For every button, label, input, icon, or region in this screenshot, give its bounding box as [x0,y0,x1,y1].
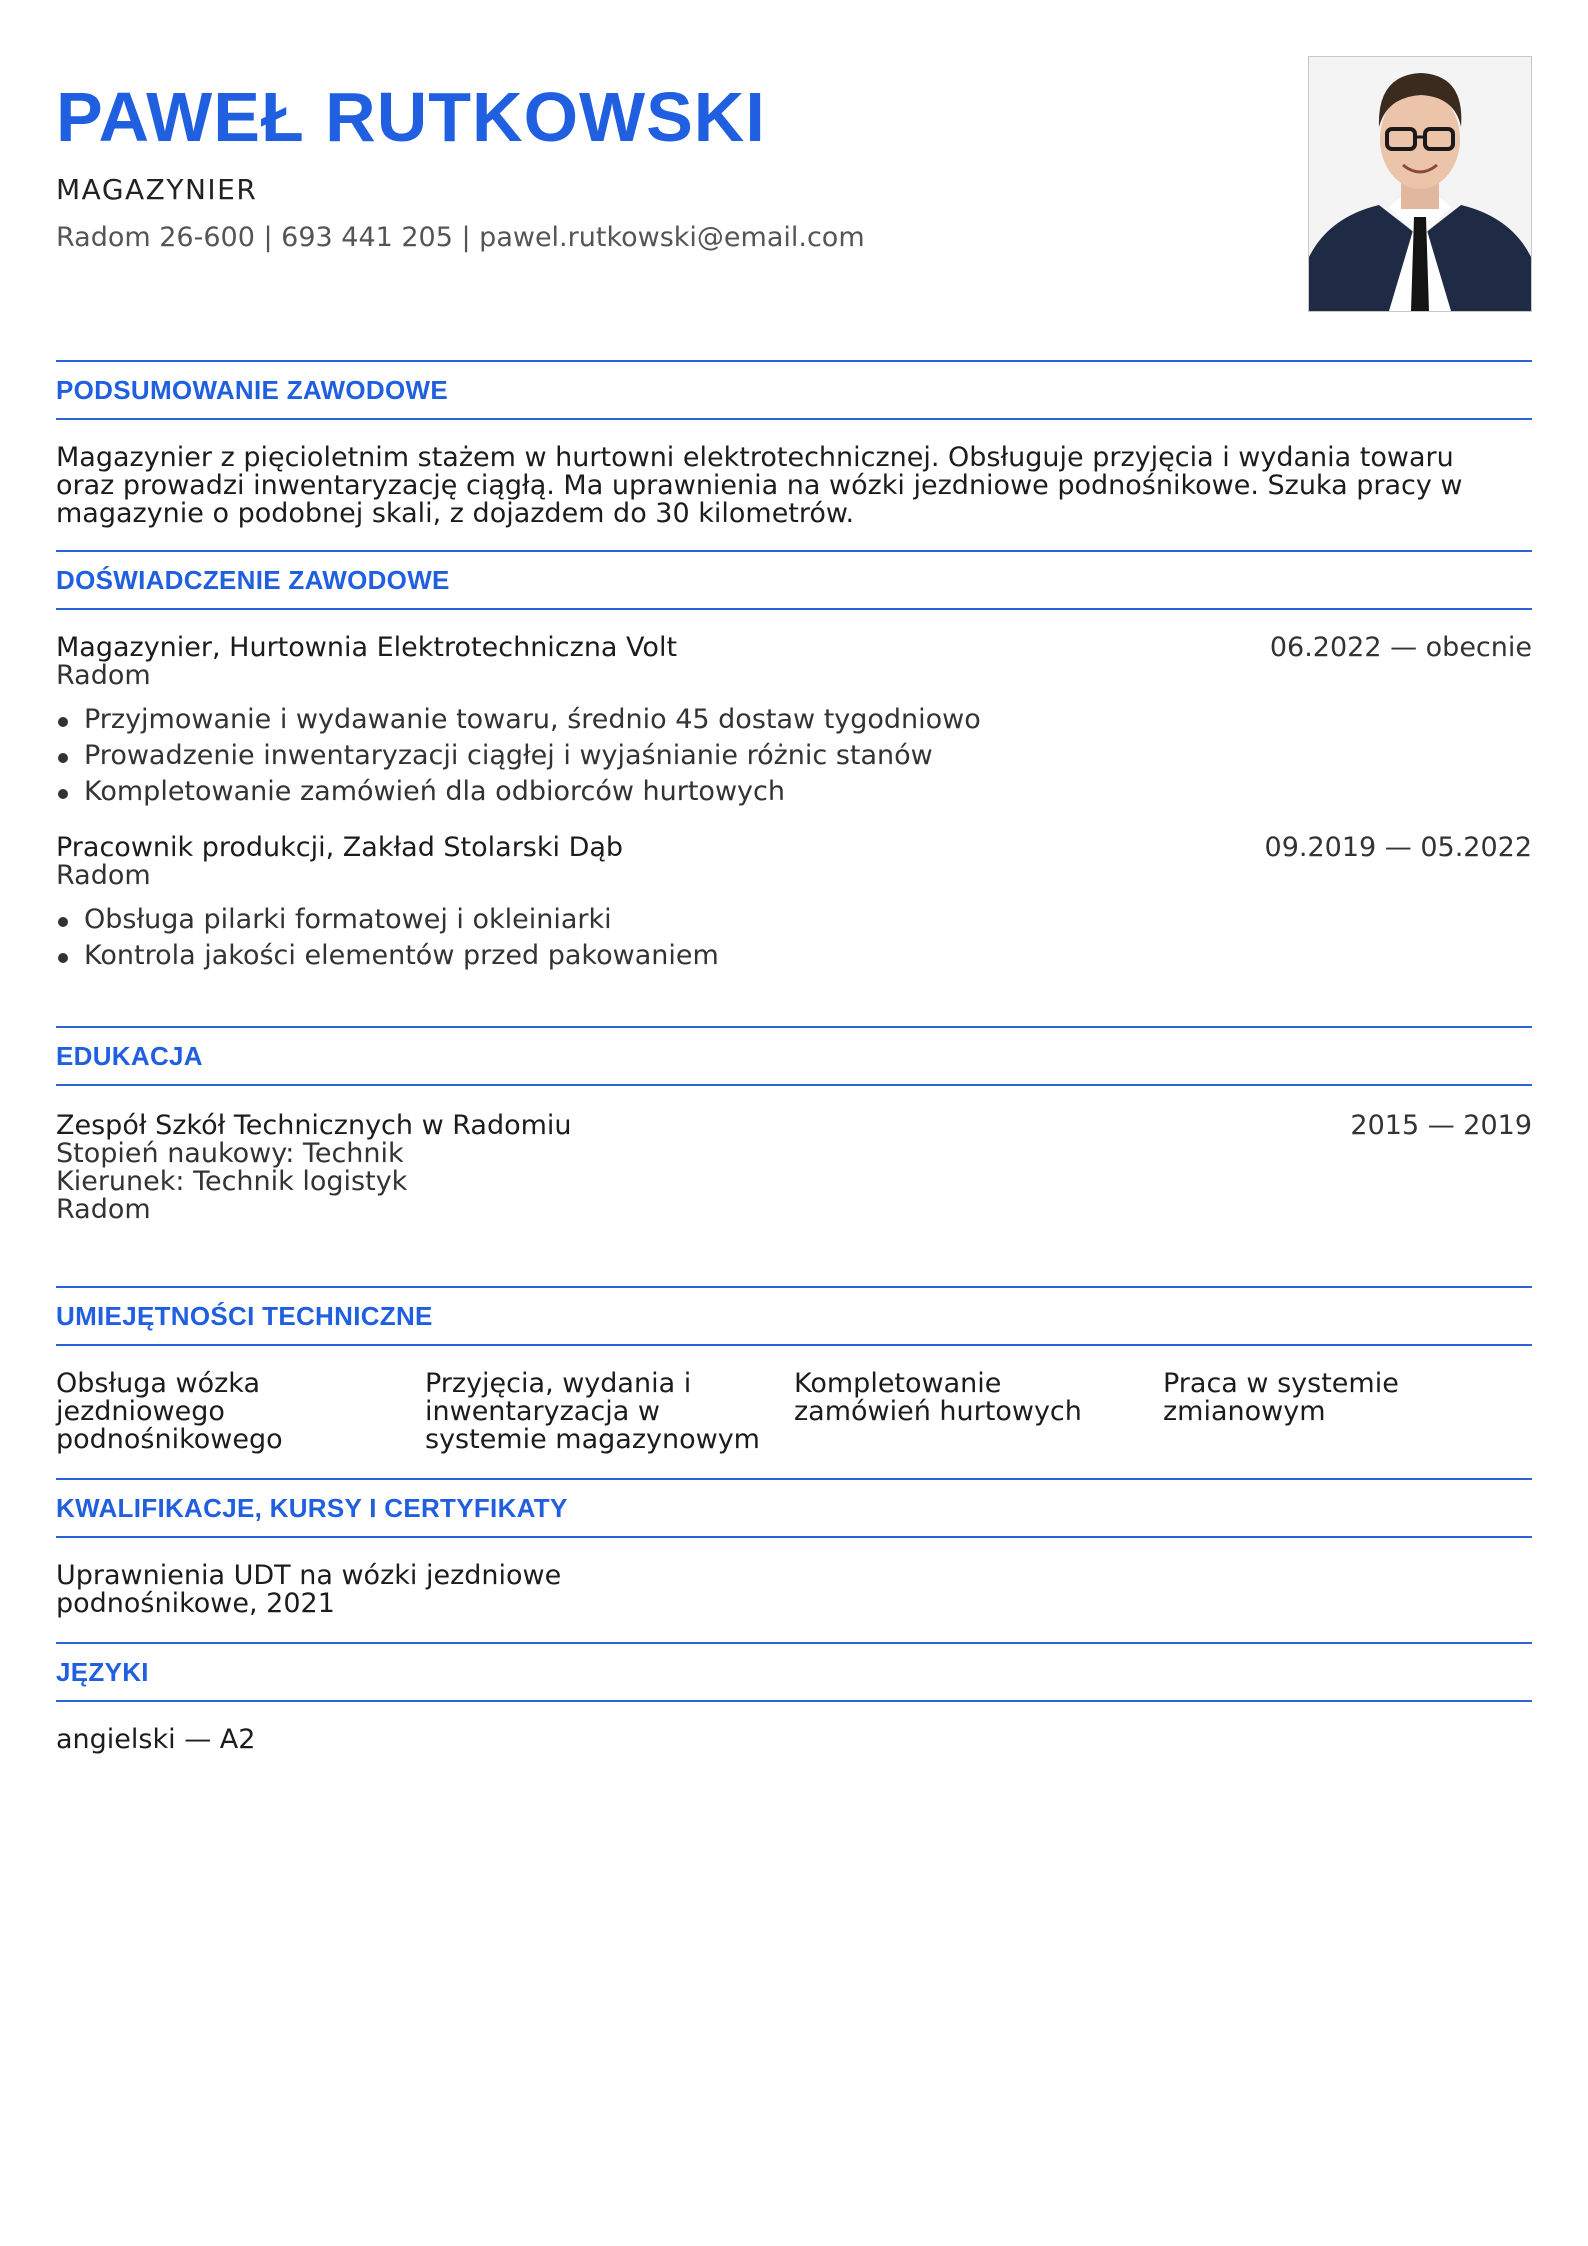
skill-line: zamówień hurtowych [794,1396,1082,1427]
skill-item [794,1370,1163,1454]
job-entry [56,610,1532,810]
resume-header [56,0,1532,360]
skill-item [425,1370,794,1454]
job-duties [56,702,1532,810]
summary-line: Magazynier z pięcioletnim stażem w hurtowni elektrotechnicznej. Obsługuje przyjęcia i wydania towaru [56,442,1454,473]
language-item: angielski — A2 [56,1724,256,1755]
education-dates: 2015 — 2019 [1350,1110,1532,1141]
job-location: Radom [56,660,151,691]
job-dates: 06.2022 — obecnie [1269,632,1532,663]
job-position: Pracownik produkcji, Zakład Stolarski Dąb [56,832,624,863]
certification-line: podnośnikowe, 2021 [56,1588,335,1619]
summary-text [56,420,1532,550]
education-location: Radom [56,1194,151,1225]
profile-photo [1308,56,1532,312]
certifications-section [56,1478,1532,1642]
list-item: Kompletowanie zamówień dla odbiorców hurtowych [56,774,1532,810]
section-heading: DOŚWIADCZENIE ZAWODOWE [56,550,1532,610]
skill-line: Praca w systemie [1163,1368,1399,1399]
skills-section [56,1286,1532,1478]
job-title: MAGAZYNIER [56,173,258,206]
summary-line: magazynie o podobnej skali, z dojazdem do 30 kilometrów. [56,498,855,529]
list-item: Obsługa pilarki formatowej i okleiniarki [56,902,1532,938]
skill-line: systemie magazynowym [425,1424,760,1455]
skill-line: zmianowym [1163,1396,1326,1427]
skill-item [1163,1370,1532,1454]
section-heading: JĘZYKI [56,1642,1532,1702]
section-heading: UMIEJĘTNOŚCI TECHNICZNE [56,1286,1532,1346]
skill-line: inwentaryzacja w [425,1396,660,1427]
section-heading: KWALIFIKACJE, KURSY I CERTYFIKATY [56,1478,1532,1538]
skill-line: Przyjęcia, wydania i [425,1368,692,1399]
job-dates: 09.2019 — 05.2022 [1264,832,1532,863]
skill-line: Obsługa wózka [56,1368,260,1399]
education-section [56,1026,1532,1286]
job-duties [56,902,1532,974]
job-entry [56,810,1532,1026]
education-degree: Stopień naukowy: Technik [56,1138,404,1169]
person-portrait-icon [1309,57,1531,311]
candidate-name: PAWEŁ RUTKOWSKI [56,78,766,156]
skill-line: podnośnikowego [56,1424,283,1455]
job-location: Radom [56,860,151,891]
languages-section [56,1642,1532,1754]
list-item: Prowadzenie inwentaryzacji ciągłej i wyjaśnianie różnic stanów [56,738,1532,774]
list-item: Przyjmowanie i wydawanie towaru, średnio 45 dostaw tygodniowo [56,702,1532,738]
education-entry [56,1086,1532,1286]
certification-entry [56,1538,1532,1642]
job-position: Magazynier, Hurtownia Elektrotechniczna Volt [56,632,678,663]
school-name: Zespół Szkół Technicznych w Radomiu [56,1110,572,1141]
skills-grid [56,1346,1532,1478]
contact-line: Radom 26-600 | 693 441 205 | pawel.rutkowski@email.com [56,222,865,253]
section-heading: PODSUMOWANIE ZAWODOWE [56,360,1532,420]
certification-line: Uprawnienia UDT na wózki jezdniowe [56,1560,562,1591]
language-list [56,1702,1532,1754]
education-field: Kierunek: Technik logistyk [56,1166,408,1197]
skill-item [56,1370,425,1454]
list-item: Kontrola jakości elementów przed pakowaniem [56,938,1532,974]
skill-line: jezdniowego [56,1396,225,1427]
section-heading: EDUKACJA [56,1026,1532,1086]
summary-line: oraz prowadzi inwentaryzację ciągłą. Ma uprawnienia na wózki jezdniowe podnośnikowe. Szuka pracy w [56,470,1463,501]
experience-section [56,550,1532,1026]
skill-line: Kompletowanie [794,1368,1002,1399]
summary-section [56,360,1532,550]
